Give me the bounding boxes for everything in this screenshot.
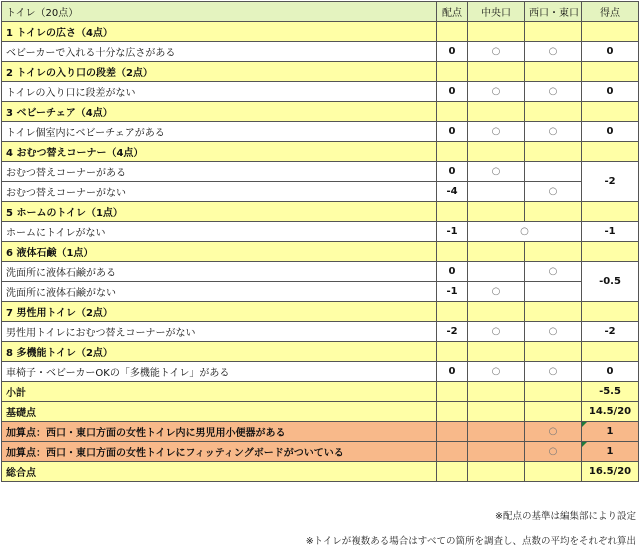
item-row bbox=[2, 322, 639, 342]
item-row bbox=[2, 42, 639, 62]
item-mark-west-east: ○ bbox=[525, 322, 582, 342]
item-mark: ○ bbox=[468, 222, 582, 242]
empty-cell bbox=[437, 402, 468, 422]
item-points: 0 bbox=[437, 122, 468, 142]
empty-cell bbox=[525, 62, 582, 82]
item-score: -1 bbox=[582, 222, 639, 242]
subtotal-value: -5.5 bbox=[582, 382, 639, 402]
empty-cell bbox=[582, 22, 639, 42]
empty-cell bbox=[468, 442, 525, 462]
bonus-label: 加算点：西口・東口方面の女性トイレ内に男児用小便器がある bbox=[2, 422, 437, 442]
base-score-row bbox=[2, 402, 639, 422]
col-header-score: 得点 bbox=[582, 2, 639, 22]
empty-cell bbox=[525, 22, 582, 42]
item-mark-central: ○ bbox=[468, 122, 525, 142]
cell-marker-icon bbox=[582, 442, 587, 447]
item-label: 男性用トイレにおむつ替えコーナーがない bbox=[2, 322, 437, 342]
empty-cell bbox=[437, 62, 468, 82]
item-points: 0 bbox=[437, 262, 468, 282]
item-mark-west-east: ○ bbox=[525, 182, 582, 202]
bonus-row bbox=[2, 422, 639, 442]
bonus-score bbox=[582, 422, 639, 442]
base-score-value: 14.5/20 bbox=[582, 402, 639, 422]
empty-cell bbox=[437, 242, 468, 262]
item-points: 0 bbox=[437, 162, 468, 182]
item-mark-central: ○ bbox=[468, 42, 525, 62]
item-score: -2 bbox=[582, 322, 639, 342]
empty-cell bbox=[437, 22, 468, 42]
empty-cell bbox=[437, 302, 468, 322]
category-score: -0.5 bbox=[582, 262, 639, 302]
item-label: おむつ替えコーナーがない bbox=[2, 182, 437, 202]
empty-cell bbox=[468, 402, 525, 422]
category-title: 1 トイレの広さ（4点） bbox=[2, 22, 437, 42]
category-row bbox=[2, 142, 639, 162]
category-title: 3 ベビーチェア（4点） bbox=[2, 102, 437, 122]
empty-cell bbox=[525, 202, 582, 222]
bonus-score-value: 1 bbox=[606, 446, 614, 457]
empty-cell bbox=[437, 422, 468, 442]
category-row bbox=[2, 22, 639, 42]
item-mark-central: ○ bbox=[468, 162, 525, 182]
empty-cell bbox=[468, 462, 525, 482]
item-row bbox=[2, 362, 639, 382]
empty-cell bbox=[437, 382, 468, 402]
subtotal-row bbox=[2, 382, 639, 402]
empty-cell bbox=[468, 342, 525, 362]
note-multiple-toilets: ※トイレが複数ある場合はすべての箇所を調査し、点数の平均をそれぞれ算出 bbox=[305, 536, 636, 547]
bonus-label: 加算点：西口・東口方面の女性トイレにフィッティングボードがついている bbox=[2, 442, 437, 462]
total-label: 総合点 bbox=[2, 462, 437, 482]
empty-cell bbox=[437, 102, 468, 122]
item-mark-central: ○ bbox=[468, 322, 525, 342]
category-row bbox=[2, 342, 639, 362]
item-score: 0 bbox=[582, 362, 639, 382]
item-row bbox=[2, 182, 639, 202]
toilet-score-table bbox=[1, 1, 639, 482]
item-label: 洗面所に液体石鹸がある bbox=[2, 262, 437, 282]
category-title: 2 トイレの入り口の段差（2点） bbox=[2, 62, 437, 82]
item-score: 0 bbox=[582, 82, 639, 102]
category-title: 8 多機能トイレ（2点） bbox=[2, 342, 437, 362]
category-title: 7 男性用トイレ（2点） bbox=[2, 302, 437, 322]
cell-marker-icon bbox=[582, 422, 587, 427]
item-row bbox=[2, 282, 639, 302]
category-row bbox=[2, 102, 639, 122]
empty-cell bbox=[468, 302, 525, 322]
empty-cell bbox=[525, 242, 582, 262]
item-label: おむつ替えコーナーがある bbox=[2, 162, 437, 182]
item-row bbox=[2, 122, 639, 142]
item-points: -4 bbox=[437, 182, 468, 202]
category-row bbox=[2, 302, 639, 322]
category-title: 6 液体石鹸（1点） bbox=[2, 242, 437, 262]
empty-cell bbox=[468, 422, 525, 442]
item-row bbox=[2, 162, 639, 182]
empty-cell bbox=[437, 202, 468, 222]
empty-cell bbox=[582, 242, 639, 262]
empty-cell bbox=[437, 142, 468, 162]
item-mark-west-east: ○ bbox=[525, 82, 582, 102]
bonus-mark-west-east: ○ bbox=[525, 422, 582, 442]
category-row bbox=[2, 62, 639, 82]
category-row bbox=[2, 242, 639, 262]
empty-cell bbox=[468, 22, 525, 42]
item-mark-central: ○ bbox=[468, 362, 525, 382]
empty-cell bbox=[582, 342, 639, 362]
total-value: 16.5/20 bbox=[582, 462, 639, 482]
empty-cell bbox=[468, 62, 525, 82]
item-points: -2 bbox=[437, 322, 468, 342]
item-label: トイレ個室内にベビーチェアがある bbox=[2, 122, 437, 142]
item-mark-west-east: ○ bbox=[525, 262, 582, 282]
empty-cell bbox=[525, 142, 582, 162]
empty-cell bbox=[437, 342, 468, 362]
col-header-central: 中央口 bbox=[468, 2, 525, 22]
base-score-label: 基礎点 bbox=[2, 402, 437, 422]
total-row bbox=[2, 462, 639, 482]
item-label: 車椅子・ベビーカーOKの「多機能トイレ」がある bbox=[2, 362, 437, 382]
category-row bbox=[2, 202, 639, 222]
item-points: 0 bbox=[437, 42, 468, 62]
item-score: 0 bbox=[582, 122, 639, 142]
item-label: 洗面所に液体石鹸がない bbox=[2, 282, 437, 302]
item-mark-west-east: ○ bbox=[525, 362, 582, 382]
item-label: ベビーカーで入れる十分な広さがある bbox=[2, 42, 437, 62]
item-mark-west-east: ○ bbox=[525, 42, 582, 62]
empty-cell bbox=[468, 102, 525, 122]
empty-cell bbox=[468, 242, 525, 262]
item-label: トイレの入り口に段差がない bbox=[2, 82, 437, 102]
empty-cell bbox=[468, 142, 525, 162]
bonus-score bbox=[582, 442, 639, 462]
item-mark-west-east: ○ bbox=[525, 122, 582, 142]
item-points: -1 bbox=[437, 282, 468, 302]
col-header-points: 配点 bbox=[437, 2, 468, 22]
item-mark-central bbox=[468, 182, 525, 202]
empty-cell bbox=[582, 202, 639, 222]
item-points: 0 bbox=[437, 362, 468, 382]
empty-cell bbox=[582, 62, 639, 82]
item-row bbox=[2, 222, 639, 242]
item-score: 0 bbox=[582, 42, 639, 62]
empty-cell bbox=[468, 382, 525, 402]
col-header-west-east: 西口・東口 bbox=[525, 2, 582, 22]
empty-cell bbox=[437, 462, 468, 482]
table-title: トイレ（20点） bbox=[2, 2, 437, 22]
item-label: ホームにトイレがない bbox=[2, 222, 437, 242]
empty-cell bbox=[525, 382, 582, 402]
item-mark-west-east bbox=[525, 282, 582, 302]
item-points: 0 bbox=[437, 82, 468, 102]
category-title: 4 おむつ替えコーナー（4点） bbox=[2, 142, 437, 162]
subtotal-label: 小計 bbox=[2, 382, 437, 402]
empty-cell bbox=[525, 462, 582, 482]
empty-cell bbox=[525, 102, 582, 122]
empty-cell bbox=[525, 302, 582, 322]
bonus-mark-west-east: ○ bbox=[525, 442, 582, 462]
empty-cell bbox=[437, 442, 468, 462]
category-score: -2 bbox=[582, 162, 639, 202]
empty-cell bbox=[525, 342, 582, 362]
category-title: 5 ホームのトイレ（1点） bbox=[2, 202, 437, 222]
item-points: -1 bbox=[437, 222, 468, 242]
header-row bbox=[2, 2, 639, 22]
empty-cell bbox=[582, 302, 639, 322]
item-mark-central bbox=[468, 262, 525, 282]
bonus-score-value: 1 bbox=[606, 426, 614, 437]
item-mark-central: ○ bbox=[468, 82, 525, 102]
empty-cell bbox=[582, 102, 639, 122]
item-mark-west-east bbox=[525, 162, 582, 182]
empty-cell bbox=[525, 402, 582, 422]
item-mark-central: ○ bbox=[468, 282, 525, 302]
note-scoring-basis: ※配点の基準は編集部により設定 bbox=[495, 511, 636, 522]
empty-cell bbox=[468, 202, 525, 222]
item-row bbox=[2, 82, 639, 102]
empty-cell bbox=[582, 142, 639, 162]
item-row bbox=[2, 262, 639, 282]
bonus-row bbox=[2, 442, 639, 462]
